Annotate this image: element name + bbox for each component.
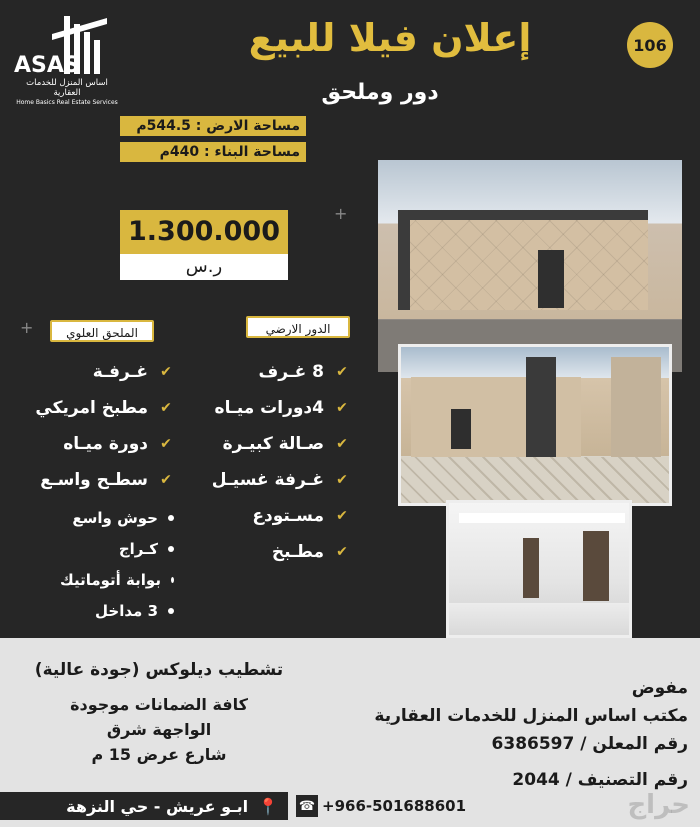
check-icon: ✔ bbox=[336, 400, 348, 416]
feature-line: تشطيب ديلوكس (جودة عالية) bbox=[34, 660, 284, 680]
phone-icon: ☎ bbox=[296, 795, 318, 817]
plus-icon: + bbox=[334, 204, 348, 223]
company-logo bbox=[12, 14, 122, 104]
broker-line: مفوض bbox=[631, 678, 688, 698]
ground-floor-list bbox=[190, 354, 350, 570]
villa-exterior-photo bbox=[378, 160, 682, 372]
check-icon: ✔ bbox=[336, 436, 348, 452]
feature-line: الواجهة شرق bbox=[106, 720, 212, 739]
list-item: ✔ مطـبخ bbox=[190, 534, 350, 570]
bullet-icon bbox=[168, 546, 174, 552]
logo-arabic: اساس المنزل للخدمات العقارية bbox=[26, 78, 108, 98]
check-icon: ✔ bbox=[160, 472, 172, 488]
villa-interior-photo bbox=[446, 500, 632, 638]
page-subtitle: دور وملحق bbox=[321, 80, 439, 105]
features-info bbox=[14, 660, 304, 770]
list-item: ✔ مطبخ امريكي bbox=[14, 390, 174, 426]
areas-box bbox=[120, 116, 306, 168]
check-icon: ✔ bbox=[336, 472, 348, 488]
check-icon: ✔ bbox=[336, 364, 348, 380]
check-icon: ✔ bbox=[336, 544, 348, 560]
location-pin-icon: 📍 bbox=[258, 796, 278, 816]
check-icon: ✔ bbox=[160, 436, 172, 452]
feature-line: شارع عرض 15 م bbox=[91, 745, 227, 764]
logo-english: Home Basics Real Estate Services bbox=[16, 99, 118, 106]
annex-label: الملحق العلوي bbox=[50, 320, 154, 342]
location-bar bbox=[0, 792, 288, 820]
location-text: ابـو عريش - حي النزهة bbox=[66, 796, 249, 816]
bullet-icon bbox=[168, 515, 174, 521]
building-logo-icon bbox=[12, 14, 122, 76]
annex-list bbox=[14, 354, 174, 498]
list-item: 3 مداخل bbox=[60, 595, 174, 626]
list-item: ✔ صـالة كبيـرة bbox=[190, 426, 350, 462]
price-currency: ر.س bbox=[120, 254, 288, 280]
broker-line: مكتب اساس المنزل للخدمات العقارية bbox=[374, 706, 688, 726]
phone-contact[interactable] bbox=[296, 792, 472, 820]
broker-line: رقم التصنيف / 2044 bbox=[512, 770, 688, 790]
check-icon: ✔ bbox=[336, 508, 348, 524]
price-value: 1.300.000 bbox=[120, 210, 288, 254]
bullet-icon bbox=[171, 577, 174, 583]
ad-number-badge: 106 bbox=[627, 22, 673, 68]
broker-line: رقم المعلن / 6386597 bbox=[491, 734, 688, 754]
list-item: ✔ دورة ميـاه bbox=[14, 426, 174, 462]
list-item: ✔ 4دورات ميـاه bbox=[190, 390, 350, 426]
phone-number: +966-501688601 bbox=[322, 797, 467, 815]
check-icon: ✔ bbox=[160, 400, 172, 416]
contact-section bbox=[0, 638, 700, 827]
bullet-icon bbox=[168, 608, 174, 614]
broker-info bbox=[328, 678, 688, 798]
list-item: حوش واسع bbox=[60, 502, 174, 533]
list-item: ✔ 8 غـرف bbox=[190, 354, 350, 390]
land-area: مساحة الارض : 544.5م bbox=[120, 116, 306, 136]
villa-side-photo bbox=[398, 344, 672, 506]
price-box bbox=[120, 210, 288, 280]
list-item: بوابة أتوماتيك bbox=[60, 564, 174, 595]
page-title: إعلان فيلا للبيع bbox=[248, 16, 532, 60]
plus-icon: + bbox=[20, 318, 34, 337]
feature-line: كافة الضمانات موجودة bbox=[70, 695, 248, 714]
list-item: ✔ مسـتودع bbox=[190, 498, 350, 534]
ground-floor-label: الدور الارضي bbox=[246, 316, 350, 338]
list-item: ✔ سطـح واسـع bbox=[14, 462, 174, 498]
check-icon: ✔ bbox=[160, 364, 172, 380]
watermark: حراج bbox=[627, 790, 690, 820]
building-area: مساحة البناء : 440م bbox=[120, 142, 306, 162]
list-item: ✔ غـرفـة bbox=[14, 354, 174, 390]
extras-list bbox=[60, 502, 174, 626]
list-item: كـراج bbox=[60, 533, 174, 564]
list-item: ✔ غـرفة غسيـل bbox=[190, 462, 350, 498]
logo-letters: ASAS bbox=[14, 53, 80, 76]
